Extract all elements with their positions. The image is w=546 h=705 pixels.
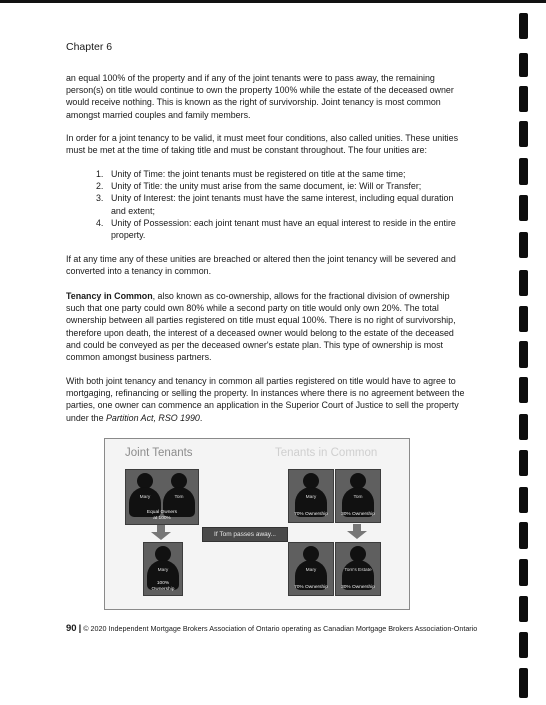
partition-text-end: . bbox=[199, 412, 203, 423]
edge-mark bbox=[519, 668, 528, 698]
person-name: Tom bbox=[353, 495, 363, 500]
person-name: Tom's Estate bbox=[344, 568, 372, 573]
edge-mark bbox=[519, 596, 528, 622]
joint-tenants-owners-box bbox=[125, 469, 199, 525]
person-icon bbox=[295, 546, 327, 590]
edge-mark bbox=[519, 270, 528, 296]
paragraph-unities-breach: If at any time any of these unities are breached or altered then the joint tenancy will be severed and converted into a tenancy in common. bbox=[66, 254, 456, 277]
paragraph-agreement-partition bbox=[66, 375, 466, 424]
footer-separator: | bbox=[78, 623, 82, 634]
arrow-down-head bbox=[347, 531, 367, 539]
full-ownership-caption: 100% Ownership bbox=[151, 581, 175, 592]
list-number: 3. bbox=[96, 193, 104, 204]
edge-mark bbox=[519, 632, 528, 658]
unities-list bbox=[96, 168, 468, 241]
person-name-tom: Tom bbox=[174, 495, 184, 500]
page-footer bbox=[66, 623, 477, 634]
list-text: Unity of Title: the unity must arise from the same document, ie: Will or Transfer; bbox=[111, 181, 422, 192]
top-rule bbox=[0, 0, 546, 3]
list-item bbox=[96, 168, 468, 180]
arrow-down-icon bbox=[353, 524, 361, 531]
ownership-share-caption: 30% Ownership bbox=[341, 585, 375, 590]
copyright-text: © 2020 Independent Mortgage Brokers Association of Ontario operating as Canadian Mortgage Brokers Association-Ontario bbox=[83, 624, 478, 633]
edge-mark bbox=[519, 559, 528, 586]
paragraph-four-unities-intro: In order for a joint tenancy to be valid, it must meet four conditions, also called unities. These unities must be met at the time of taking title and must be constant throughout. The four unities are: bbox=[66, 133, 459, 156]
ownership-share-caption: 70% Ownership bbox=[294, 585, 328, 590]
list-item bbox=[96, 180, 468, 192]
edge-mark bbox=[519, 414, 528, 440]
paragraph-tenancy-in-common bbox=[66, 290, 466, 363]
list-number: 2. bbox=[96, 181, 104, 192]
edge-mark bbox=[519, 377, 528, 403]
edge-mark bbox=[519, 232, 528, 258]
edge-mark bbox=[519, 487, 528, 513]
arrow-down-head bbox=[151, 532, 171, 540]
person-name: Mary bbox=[305, 568, 317, 573]
arrow-down-icon bbox=[157, 525, 165, 532]
ownership-diagram bbox=[104, 438, 410, 610]
edge-mark bbox=[519, 341, 528, 368]
edge-mark bbox=[519, 522, 528, 549]
edge-mark bbox=[519, 121, 528, 147]
edge-mark bbox=[519, 306, 528, 332]
partition-act-citation: Partition Act, RSO 1990 bbox=[105, 412, 200, 423]
edge-mark bbox=[519, 450, 528, 476]
paragraph-joint-tenancy-survivorship: an equal 100% of the property and if any of the joint tenants were to pass away, the remaining person(s) on title would continue to own the property 100% while the estate of the deceased owner would receive nothing. This is known as the right of survivorship. Joint tenancy is most common amongst married couples and family members. bbox=[66, 73, 454, 120]
edge-mark bbox=[519, 53, 528, 77]
tenant-mary-box bbox=[288, 542, 334, 596]
list-item bbox=[96, 217, 468, 241]
chapter-heading: Chapter 6 bbox=[66, 41, 113, 53]
list-text: Unity of Possession: each joint tenant must have an equal interest to reside in the entire property. bbox=[111, 217, 456, 241]
term-tenancy-in-common: Tenancy in Common bbox=[66, 291, 153, 301]
person-name-mary: Mary bbox=[157, 568, 169, 573]
person-icon bbox=[342, 473, 374, 517]
list-text: Unity of Time: the joint tenants must be registered on title at the same time; bbox=[111, 169, 406, 179]
partition-text: With both joint tenancy and tenancy in common all parties registered on title would have to agree to mortgaging, refinancing or selling the property. In instances where there is no agreement between the parties, one owner can commence an application in the Superior Court of Justice to sell the property under the bbox=[66, 376, 465, 423]
joint-tenants-survivor-box bbox=[143, 542, 183, 596]
list-number: 1. bbox=[96, 169, 104, 179]
tom-estate-box bbox=[335, 542, 381, 596]
tenants-in-common-title: Tenants in Common bbox=[275, 447, 378, 459]
tenant-tom-box bbox=[335, 469, 381, 523]
equal-owners-caption: Equal Owners at 100% bbox=[146, 510, 178, 521]
death-transition-label: If Tom passes away... bbox=[202, 527, 288, 542]
person-name-mary: Mary bbox=[139, 495, 151, 500]
edge-mark bbox=[519, 158, 528, 185]
edge-mark bbox=[519, 86, 528, 112]
edge-mark bbox=[519, 195, 528, 221]
edge-mark bbox=[519, 13, 528, 39]
tenant-mary-box bbox=[288, 469, 334, 523]
tenancy-in-common-definition: , also known as co-ownership, allows for the fractional division of ownership such that one party could own 80% while a second party on title would only own 20%. The total ownership between all parties registered on title must equal 100%. There is no right of survivorship, therefore upon death, the interest of a deceased owner would belong to the estate of the deceased and could be conveyed as per the deceased owner's estate plan. This type of ownership is most common amongst business partners. bbox=[66, 291, 456, 363]
ownership-share-caption: 30% Ownership bbox=[341, 512, 375, 517]
person-icon bbox=[295, 473, 327, 517]
list-text: Unity of Interest: the joint tenants must have the same interest, including equal duration and extent; bbox=[111, 193, 454, 216]
list-item bbox=[96, 192, 468, 216]
joint-tenants-title: Joint Tenants bbox=[125, 447, 193, 459]
person-name: Mary bbox=[305, 495, 317, 500]
ownership-share-caption: 70% Ownership bbox=[294, 512, 328, 517]
page-number: 90 bbox=[66, 623, 77, 634]
list-number: 4. bbox=[96, 217, 104, 228]
person-icon bbox=[342, 546, 374, 590]
